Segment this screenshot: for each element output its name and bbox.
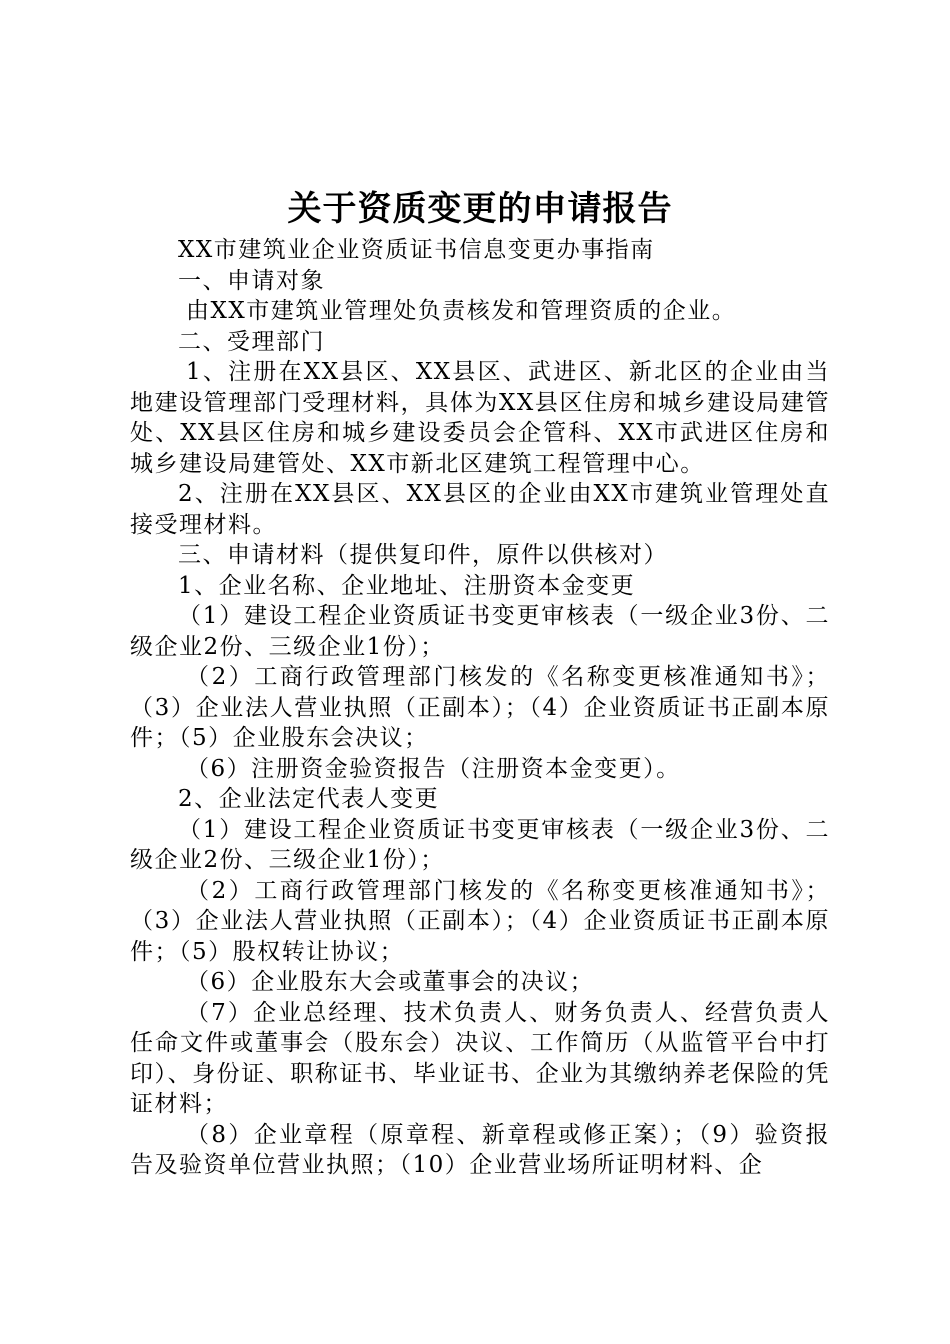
section-heading-department: 二、受理部门 [178,328,325,355]
list-item-2-6: （6）企业股东大会或董事会的决议； [186,969,595,995]
document-title: 关于资质变更的申请报告 [287,189,673,229]
subsection-heading-legal-rep-change: 2、企业法定代表人变更 [178,786,440,812]
list-item-2-2: （2）工商行政管理部门核发的《名称变更核准通知书》；（3）企业法人营业执照（正副本）；（4）企业资质证书正副本原件；（5）股权转让协议； [130,877,830,965]
list-item-2-7: （7）企业总经理、技术负责人、财务负责人、经营负责人任命文件或董事会（股东会）决议、工作简历（从监管平台中打印）、身份证、职称证书、毕业证书、企业为其缴纳养老保险的凭证材料； [130,999,830,1117]
list-item-2-8: （8）企业章程（原章程、新章程或修正案）；（9）验资报告及验资单位营业执照；（10）企业营业场所证明材料、企 [130,1121,830,1178]
paragraph-department-2: 2、注册在XX县区、XX县区的企业由XX市建筑业管理处直接受理材料。 [130,481,830,538]
subsection-heading-name-change: 1、企业名称、企业地址、注册资本金变更 [178,572,636,599]
paragraph-department-1: 1、注册在XX县区、XX县区、武进区、新北区的企业由当地建设管理部门受理材料，具体为XX县区住房和城乡建设局建管处、XX县区住房和城乡建设委员会企管科、XX市武进区住房和城乡建设局建管处、XX市新北区建筑工程管理中心。 [130,359,830,477]
list-item-1-1: （1）建设工程企业资质证书变更审核表（一级企业3份、二级企业2份、三级企业1份）； [130,603,830,660]
section-heading-applicant: 一、申请对象 [178,267,325,294]
section-heading-materials: 三、申请材料（提供复印件，原件以供核对） [178,542,668,568]
list-item-2-1: （1）建设工程企业资质证书变更审核表（一级企业3份、二级企业2份、三级企业1份）； [130,816,830,873]
list-item-1-6: （6）注册资金验资报告（注册资本金变更）。 [186,755,681,782]
paragraph-guide-title: XX市建筑业企业资质证书信息变更办事指南 [178,237,655,263]
paragraph-applicant: 由XX市建筑业管理处负责核发和管理资质的企业。 [186,298,737,324]
list-item-1-2: （2）工商行政管理部门核发的《名称变更核准通知书》；（3）企业法人营业执照（正副本）；（4）企业资质证书正副本原件；（5）企业股东会决议； [130,664,830,751]
document-page [130,185,830,1181]
